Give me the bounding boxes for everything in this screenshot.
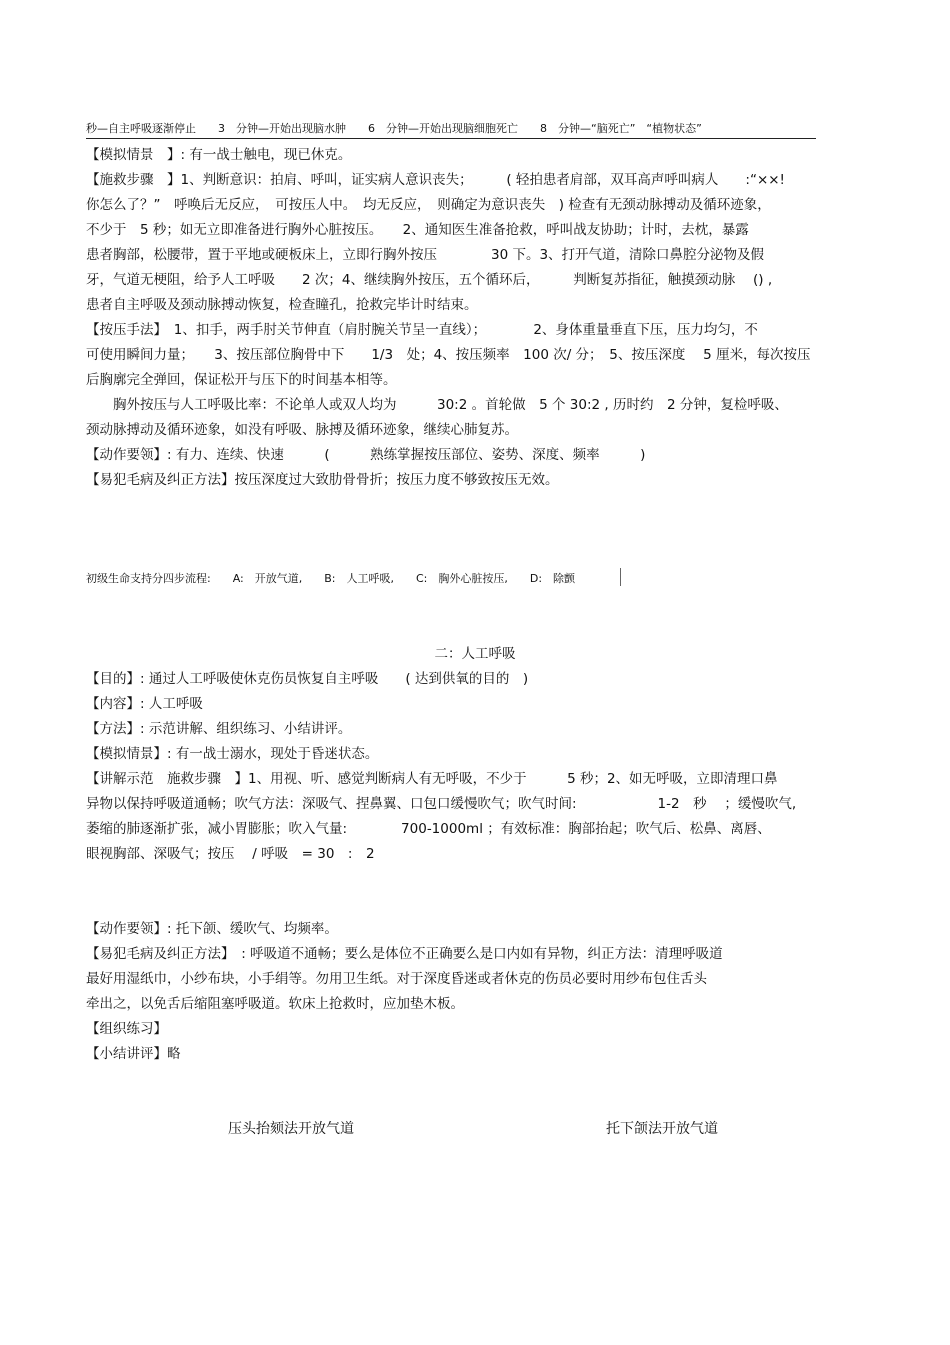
- text-line: 不少于 5 秒；如无立即准备进行胸外心脏按压。 2、通知医生准备抢救，呼叫战友协助；计时，去枕，暴露: [86, 222, 749, 238]
- text-line: 【施救步骤 】1、判断意识：拍肩、呼叫，证实病人意识丧失； ( 轻拍患者肩部，双耳高声呼叫病人 :“××!: [86, 172, 785, 188]
- bls-steps-line: 初级生命支持分四步流程: A: 开放气道, B: 人工呼吸, C: 胸外心脏按压, D: 除颤: [86, 572, 576, 585]
- text-line: 胸外按压与人工呼吸比率：不论单人或双人均为 30:2 。首轮做 5 个 30:2 , 历时约 2 分钟，复检呼吸、: [86, 397, 788, 413]
- text-line: 【组织练习】: [86, 1021, 167, 1037]
- text-line: 【动作要领】: 托下颌、缓吹气、均频率。: [86, 921, 338, 937]
- text-line: 患者自主呼吸及颈动脉搏动恢复，检查瞳孔，抢救完毕计时结束。: [86, 297, 478, 313]
- text-line: 后胸廓完全弹回，保证松开与压下的时间基本相等。: [86, 372, 397, 388]
- text-line: 【易犯毛病及纠正方法】按压深度过大致肋骨骨折；按压力度不够致按压无效。: [86, 472, 559, 488]
- text-line: 【模拟情景】: 有一战士溺水，现处于昏迷状态。: [86, 746, 379, 762]
- caption-head-tilt-chin-lift: 压头抬颏法开放气道: [228, 1121, 354, 1137]
- text-line: 萎缩的肺逐渐扩张，减小胃膨胀；吹入气量: 700-1000ml ；有效标准：胸部抬起；吹气后、松鼻、离唇、: [86, 821, 771, 837]
- header-rule: [86, 138, 816, 139]
- text-line: 你怎么了？” 呼唤后无反应， 可按压人中。 均无反应， 则确定为意识丧失 ) 检查有无颈动脉搏动及循环迹象，: [86, 197, 771, 213]
- section-title: 二：人工呼吸: [434, 646, 516, 662]
- text-line: 颈动脉搏动及循环迹象，如没有呼吸、脉搏及循环迹象，继续心肺复苏。: [86, 422, 518, 438]
- text-line: 【易犯毛病及纠正方法】 : 呼吸道不通畅；要么是体位不正确要么是口内如有异物，纠正方法：清理呼吸道: [86, 946, 723, 962]
- text-line: 【内容】: 人工呼吸: [86, 696, 203, 712]
- text-line: 最好用湿纸巾，小纱布块，小手绢等。勿用卫生纸。对于深度昏迷或者休克的伤员必要时用纱布包住舌头: [86, 971, 707, 987]
- text-cursor-bar: [620, 568, 621, 586]
- text-line: 可使用瞬间力量； 3、按压部位胸骨中下 1/3 处；4、按压频率 100 次/ 分； 5、按压深度 5 厘米，每次按压: [86, 347, 811, 363]
- text-line: 【讲解示范 施救步骤 】1、用视、听、感觉判断病人有无呼吸，不少于 5 秒；2、如无呼吸，立即清理口鼻: [86, 771, 778, 787]
- text-line: 眼视胸部、深吸气；按压 / 呼吸 = 30 : 2: [86, 846, 375, 862]
- text-line: 【模拟情景 】: 有一战士触电，现已休克。: [86, 147, 352, 163]
- caption-jaw-thrust: 托下颌法开放气道: [606, 1121, 718, 1137]
- text-line: 患者胸部，松腰带，置于平地或硬板床上，立即行胸外按压 30 下。3、打开气道，清除口鼻腔分泌物及假: [86, 247, 765, 263]
- text-line: 【动作要领】: 有力、连续、快速 ( 熟练掌握按压部位、姿势、深度、频率 ): [86, 447, 646, 463]
- text-line: 牙，气道无梗阻，给予人工呼吸 2 次；4、继续胸外按压，五个循环后， 判断复苏指征，触摸颈动脉 () ,: [86, 272, 773, 288]
- header-timeline: 秒—自主呼吸逐渐停止 3 分钟—开始出现脑水肿 6 分钟—开始出现脑细胞死亡 8 分钟—“脑死亡” “植物状态”: [86, 122, 702, 135]
- text-line: 【目的】: 通过人工呼吸使休克伤员恢复自主呼吸 ( 达到供氧的目的 ): [86, 671, 529, 687]
- text-line: 牵出之，以免舌后缩阻塞呼吸道。软床上抢救时，应加垫木板。: [86, 996, 464, 1012]
- text-line: 【方法】: 示范讲解、组织练习、小结讲评。: [86, 721, 352, 737]
- text-line: 异物以保持呼吸道通畅；吹气方法：深吸气、捏鼻翼、口包口缓慢吹气；吹气时间: 1-2 秒 ；缓慢吹气,: [86, 796, 797, 812]
- text-line: 【小结讲评】略: [86, 1046, 181, 1062]
- text-line: 【按压手法】 1、扣手，两手肘关节伸直（肩肘腕关节呈一直线）； 2、身体重量垂直下压，压力均匀，不: [86, 322, 758, 338]
